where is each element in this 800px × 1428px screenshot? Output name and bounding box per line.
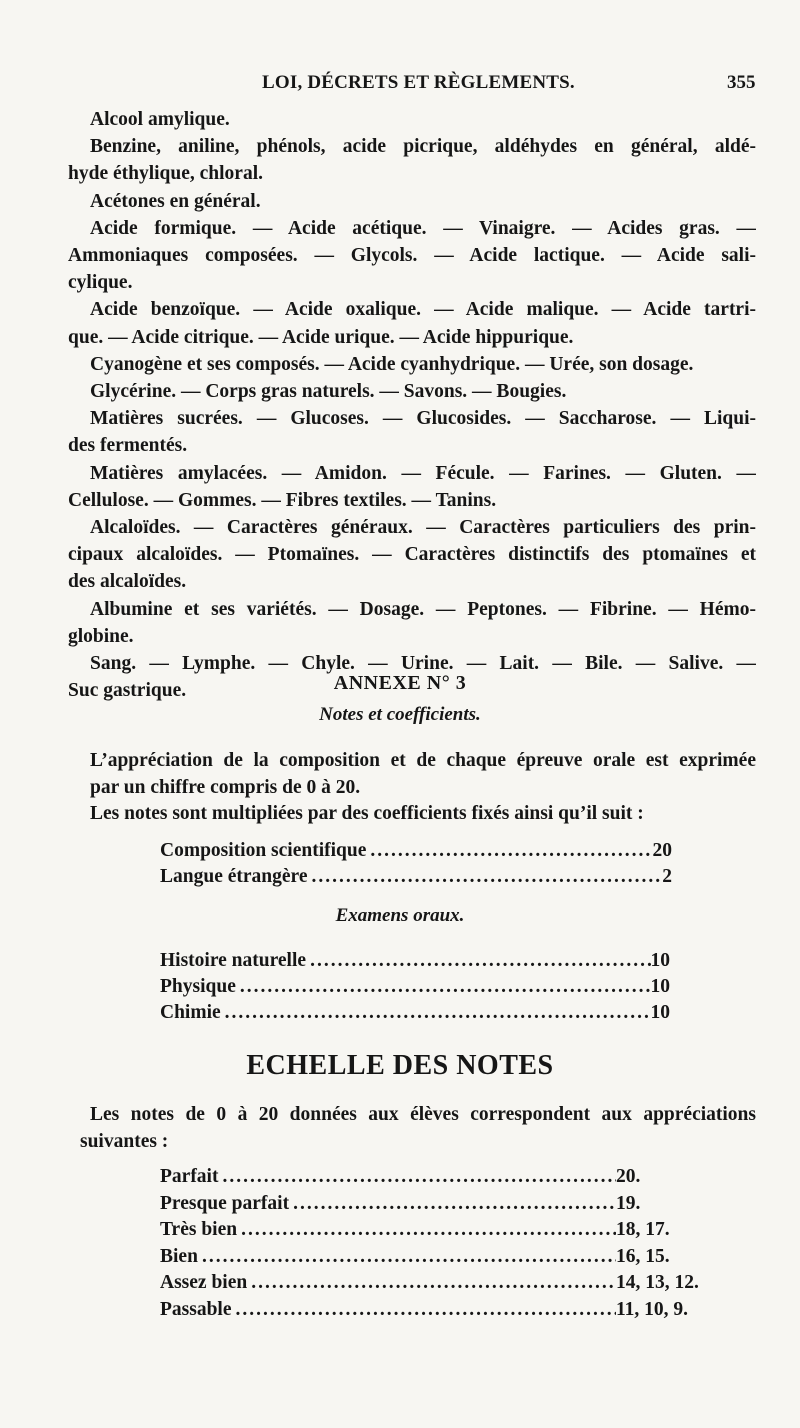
leader-dots — [306, 950, 650, 972]
subject-line: Matières amylacées. — Amidon. — Fécule. — Farines. — Gluten. — — [90, 462, 756, 484]
subject-line: Alcaloïdes. — Caractères généraux. — Caractères particuliers des prin- — [90, 517, 756, 539]
subject-paragraph — [68, 460, 756, 514]
coef-row — [160, 950, 670, 972]
running-title: LOI, DÉCRETS ET RÈGLEMENTS. — [262, 72, 575, 93]
subject-line: Suc gastrique. — [68, 680, 187, 702]
grade-label: Presque parfait — [160, 1193, 290, 1214]
grade-value: 11, 10, 9. — [616, 1299, 689, 1320]
annex-subtitle: Notes et coefficients. — [319, 704, 481, 725]
grade-value: 20. — [616, 1166, 641, 1187]
subject-line: Matières sucrées. — Glucoses. — Glucosides. — Saccharose. — Liqui- — [90, 408, 756, 430]
subject-line: Acide formique. — Acide acétique. — Vinaigre. — Acides gras. — — [90, 217, 756, 239]
subject-line: des fermentés. — [68, 435, 188, 457]
coef-row — [160, 840, 672, 862]
subject-paragraph — [68, 596, 756, 650]
subject-line: Acétones en général. — [90, 190, 261, 212]
subject-paragraph — [90, 378, 756, 405]
subject-line: globine. — [68, 625, 134, 647]
subject-paragraph — [90, 351, 756, 378]
coef-label: Physique — [160, 976, 236, 997]
paragraph-line: Les notes sont multipliées par des coefficients fixés ainsi qu’il suit : — [90, 803, 644, 824]
grade-row — [160, 1246, 712, 1268]
coef-value: 10 — [650, 976, 670, 997]
subject-list — [68, 106, 756, 704]
grade-row — [160, 1272, 712, 1294]
subject-paragraph — [90, 188, 756, 215]
coef-label: Langue étrangère — [160, 866, 308, 887]
grade-row — [160, 1166, 712, 1188]
grade-scale-title: ECHELLE DES NOTES — [246, 1050, 554, 1081]
coef-value: 10 — [650, 950, 670, 971]
subject-line: Alcool amylique. — [90, 109, 230, 130]
paragraph-line: par un chiffre compris de 0 à 20. — [90, 777, 361, 799]
leader-dots — [247, 1272, 616, 1294]
subject-paragraph — [90, 106, 756, 133]
coef-label: Chimie — [160, 1002, 221, 1023]
subject-line: cylique. — [68, 272, 133, 294]
leader-dots — [218, 1166, 616, 1188]
grade-value: 16, 15. — [616, 1246, 670, 1267]
grade-label: Passable — [160, 1299, 232, 1320]
paragraph-line: Les notes de 0 à 20 données aux élèves correspondent aux appréciations — [90, 1104, 756, 1125]
leader-dots — [308, 866, 663, 888]
grade-label: Bien — [160, 1246, 198, 1267]
leader-dots — [236, 976, 651, 998]
grade-value: 14, 13, 12. — [616, 1272, 699, 1293]
leader-dots — [366, 840, 652, 862]
subject-paragraph — [68, 296, 756, 350]
subject-line: Cellulose. — Gommes. — Fibres textiles. — Tanins. — [68, 489, 497, 511]
subject-line: cipaux alcaloïdes. — Ptomaïnes. — Caractères distinctifs des ptomaïnes et — [68, 544, 756, 566]
leader-dots — [198, 1246, 616, 1268]
grade-label: Assez bien — [160, 1272, 248, 1293]
subject-paragraph — [68, 405, 756, 459]
leader-dots — [289, 1193, 616, 1215]
grade-row — [160, 1299, 712, 1321]
running-header — [0, 72, 800, 98]
subject-line: Ammoniaques composées. — Glycols. — Acide lactique. — Acide sali- — [68, 245, 756, 267]
subject-line: Benzine, aniline, phénols, acide picrique, aldéhydes en général, aldé- — [90, 136, 756, 158]
grade-scale-intro — [80, 1101, 756, 1155]
leader-dots — [221, 1002, 651, 1024]
grade-row — [160, 1219, 712, 1241]
subject-line: Albumine et ses variétés. — Dosage. — Peptones. — Fibrine. — Hémo- — [90, 598, 756, 620]
coef-value: 10 — [650, 1002, 670, 1023]
coef-row — [160, 866, 672, 888]
leader-dots — [237, 1219, 616, 1241]
grade-row — [160, 1193, 712, 1215]
coef-value: 2 — [662, 866, 672, 887]
subject-paragraph — [68, 133, 756, 187]
subject-line: Cyanogène et ses composés. — Acide cyanhydrique. — Urée, son dosage. — [90, 353, 694, 375]
subject-line: des alcaloïdes. — [68, 571, 187, 593]
grade-label: Parfait — [160, 1166, 219, 1187]
subject-line: que. — Acide citrique. — Acide urique. — Acide hippurique. — [68, 326, 574, 348]
grade-value: 19. — [616, 1193, 641, 1214]
paragraph-line: suivantes : — [80, 1131, 169, 1153]
paragraph-appreciation — [90, 747, 756, 801]
subject-paragraph — [68, 514, 756, 596]
coef-label: Composition scientifique — [160, 840, 367, 861]
grade-label: Très bien — [160, 1219, 238, 1240]
subject-line: Acide benzoïque. — Acide oxalique. — Acide malique. — Acide tartri- — [90, 299, 756, 321]
paragraph-line: L’appréciation de la composition et de chaque épreuve orale est exprimée — [90, 750, 756, 771]
coef-row — [160, 1002, 670, 1024]
coef-value: 20 — [652, 840, 672, 861]
coef-label: Histoire naturelle — [160, 950, 307, 971]
grade-value: 18, 17. — [616, 1219, 670, 1240]
subject-line: Glycérine. — Corps gras naturels. — Savons. — Bougies. — [90, 381, 567, 403]
annex-title: ANNEXE N° 3 — [333, 672, 467, 694]
coef-row — [160, 976, 670, 998]
oral-exams-heading: Examens oraux. — [335, 905, 465, 926]
subject-line: Sang. — Lymphe. — Chyle. — Urine. — Lait. — Bile. — Salive. — — [90, 653, 756, 675]
subject-paragraph — [68, 215, 756, 297]
leader-dots — [232, 1299, 616, 1321]
subject-line: hyde éthylique, chloral. — [68, 163, 264, 185]
page-number: 355 — [727, 72, 756, 93]
paragraph-coefficients — [90, 800, 756, 827]
